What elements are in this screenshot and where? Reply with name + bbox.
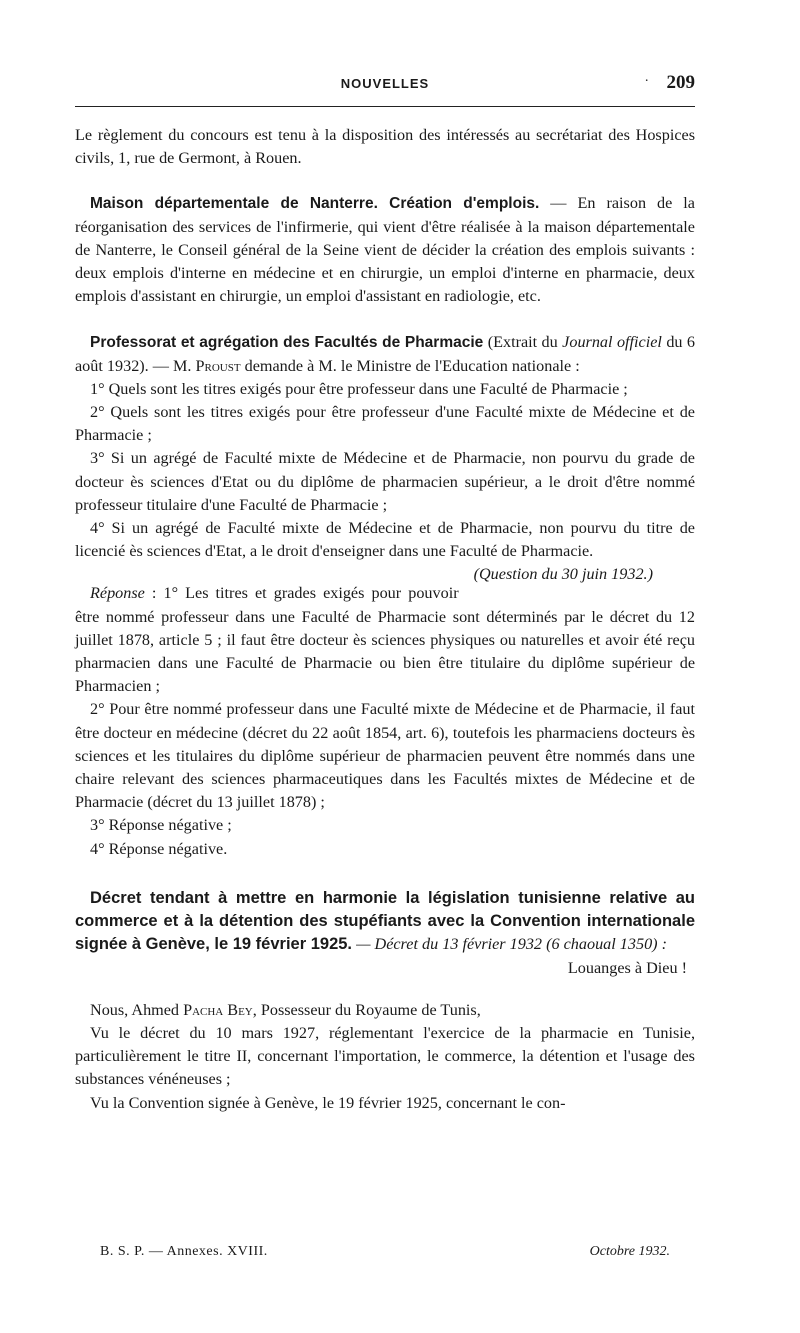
decret-subtitle: — Décret du 13 février 1932 (6 chaoual 1350) : [352, 935, 668, 954]
question-2: 2° Quels sont les titres exigés pour être professeur d'une Faculté mixte de Médecine et de Pharmacie ; [75, 403, 695, 445]
professorat-paragraph [75, 331, 695, 377]
journal-officiel: Journal officiel [562, 333, 662, 352]
reponse-label: Réponse [90, 584, 145, 603]
footer-right: Octobre 1932. [589, 1244, 670, 1259]
question-date: (Question du 30 juin 1932.) [473, 565, 653, 584]
decret-p1-b: , Possesseur du Royaume de Tunis, [252, 1000, 481, 1019]
page-number: 209 [666, 72, 695, 93]
header-rule [75, 106, 695, 107]
nanterre-heading: Maison départementale de Nanterre. Création d'emplois. [90, 195, 540, 213]
decret-paragraph [75, 887, 695, 957]
nanterre-body: — En raison de la réorganisation des services de l'infirmerie, qui vient d'être réalisée à la maison départementale de Nanterre, le Conseil général de la Seine vient de décider la création des emplois suivants : deux emplois d'interne en médecine et en chirurgie, un emploi d'interne en pharmacie, deux emplois d'assistant en chirurgie, un emploi d'assistant en radiologie, etc. [75, 194, 695, 306]
professorat-heading: Professorat et agrégation des Facultés de Pharmacie [90, 334, 484, 352]
intro-paragraph: Le règlement du concours est tenu à la disposition des intéressés au secrétariat des Hospices civils, 1, rue de Germont, à Rouen. [75, 126, 695, 168]
decret-p3: Vu la Convention signée à Genève, le 19 février 1925, concernant le con- [90, 1093, 566, 1112]
footer-left-text: B. S. P. — Annexes. XVIII. [100, 1244, 268, 1259]
header-dot: · [644, 74, 649, 89]
running-title: NOUVELLES [340, 76, 430, 91]
nanterre-paragraph [75, 192, 695, 308]
reponse-2: 2° Pour être nommé professeur dans une Faculté mixte de Médecine et de Pharmacie, il faut être docteur en médecine (décret du 22 août 1854, art. 6), toutefois les pharmaciens docteurs ès sciences et les titulaires du diplôme supérieur de pharmacien peuvent être nommés dans une chaire relevant des sciences pharmaceutiques dans les Facultés mixtes de Médecine et de Pharmacie (décret du 13 juillet 1878) ; [75, 700, 695, 812]
footer-left [100, 1244, 268, 1260]
professorat-intro-c: demande à M. le Ministre de l'Education nationale : [240, 356, 580, 375]
decret-p1 [75, 999, 695, 1022]
decret-heading: Décret tendant à mettre en harmonie la législation tunisienne relative au commerce et à la détention des stupéfiants avec la Convention internationale signée à Genève, le 19 février 1925. [75, 888, 695, 954]
reponse-1-text: : 1° Les titres et grades exigés pour pouvoir être nommé professeur dans une Faculté de Pharmacie sont déterminés par le décret du 12 juillet 1878, article 5 ; il faut être docteur ès sciences physiques ou naturelles et avoir été reçu pharmacien dans une Faculté de Pharmacie ou bien être titulaire du diplôme supérieur de Pharmacien ; [75, 584, 695, 696]
reponse-4: 4° Réponse négative. [90, 839, 228, 858]
decret-p1-a: Nous, Ahmed [90, 1000, 184, 1019]
reponse-3: 3° Réponse négative ; [90, 816, 232, 835]
page-body [75, 124, 695, 1115]
question-1: 1° Quels sont les titres exigés pour être professeur dans une Faculté de Pharmacie ; [90, 379, 628, 398]
question-4 [75, 517, 695, 584]
question-3: 3° Si un agrégé de Faculté mixte de Médecine et de Pharmacie, non pourvu du grade de docteur ès sciences d'Etat ou du diplôme de pharmacien supérieur, a le droit d'être nommé professeur titulaire d'une Faculté de Pharmacie ; [75, 449, 695, 514]
running-header [75, 72, 695, 98]
proust-name: Proust [195, 356, 241, 375]
reponse-1 [75, 582, 695, 698]
professorat-intro-b: du 6 août 1932). — M. [75, 333, 696, 375]
question-4-text: 4° Si un agrégé de Faculté mixte de Médecine et de Pharmacie, non pourvu du titre de licencié ès sciences d'Etat, a le droit d'enseigner dans une Faculté de Pharmacie. [75, 519, 695, 561]
professorat-intro-a: (Extrait du [483, 333, 563, 352]
decret-p2: Vu le décret du 10 mars 1927, réglementant l'exercice de la pharmacie en Tunisie, particulièrement le titre II, concernant l'importation, le commerce, la détention et l'usage des substances vénéneuses ; [75, 1023, 695, 1089]
louanges-line: Louanges à Dieu ! [567, 958, 687, 977]
pacha-bey: Pacha Bey [183, 1000, 253, 1019]
